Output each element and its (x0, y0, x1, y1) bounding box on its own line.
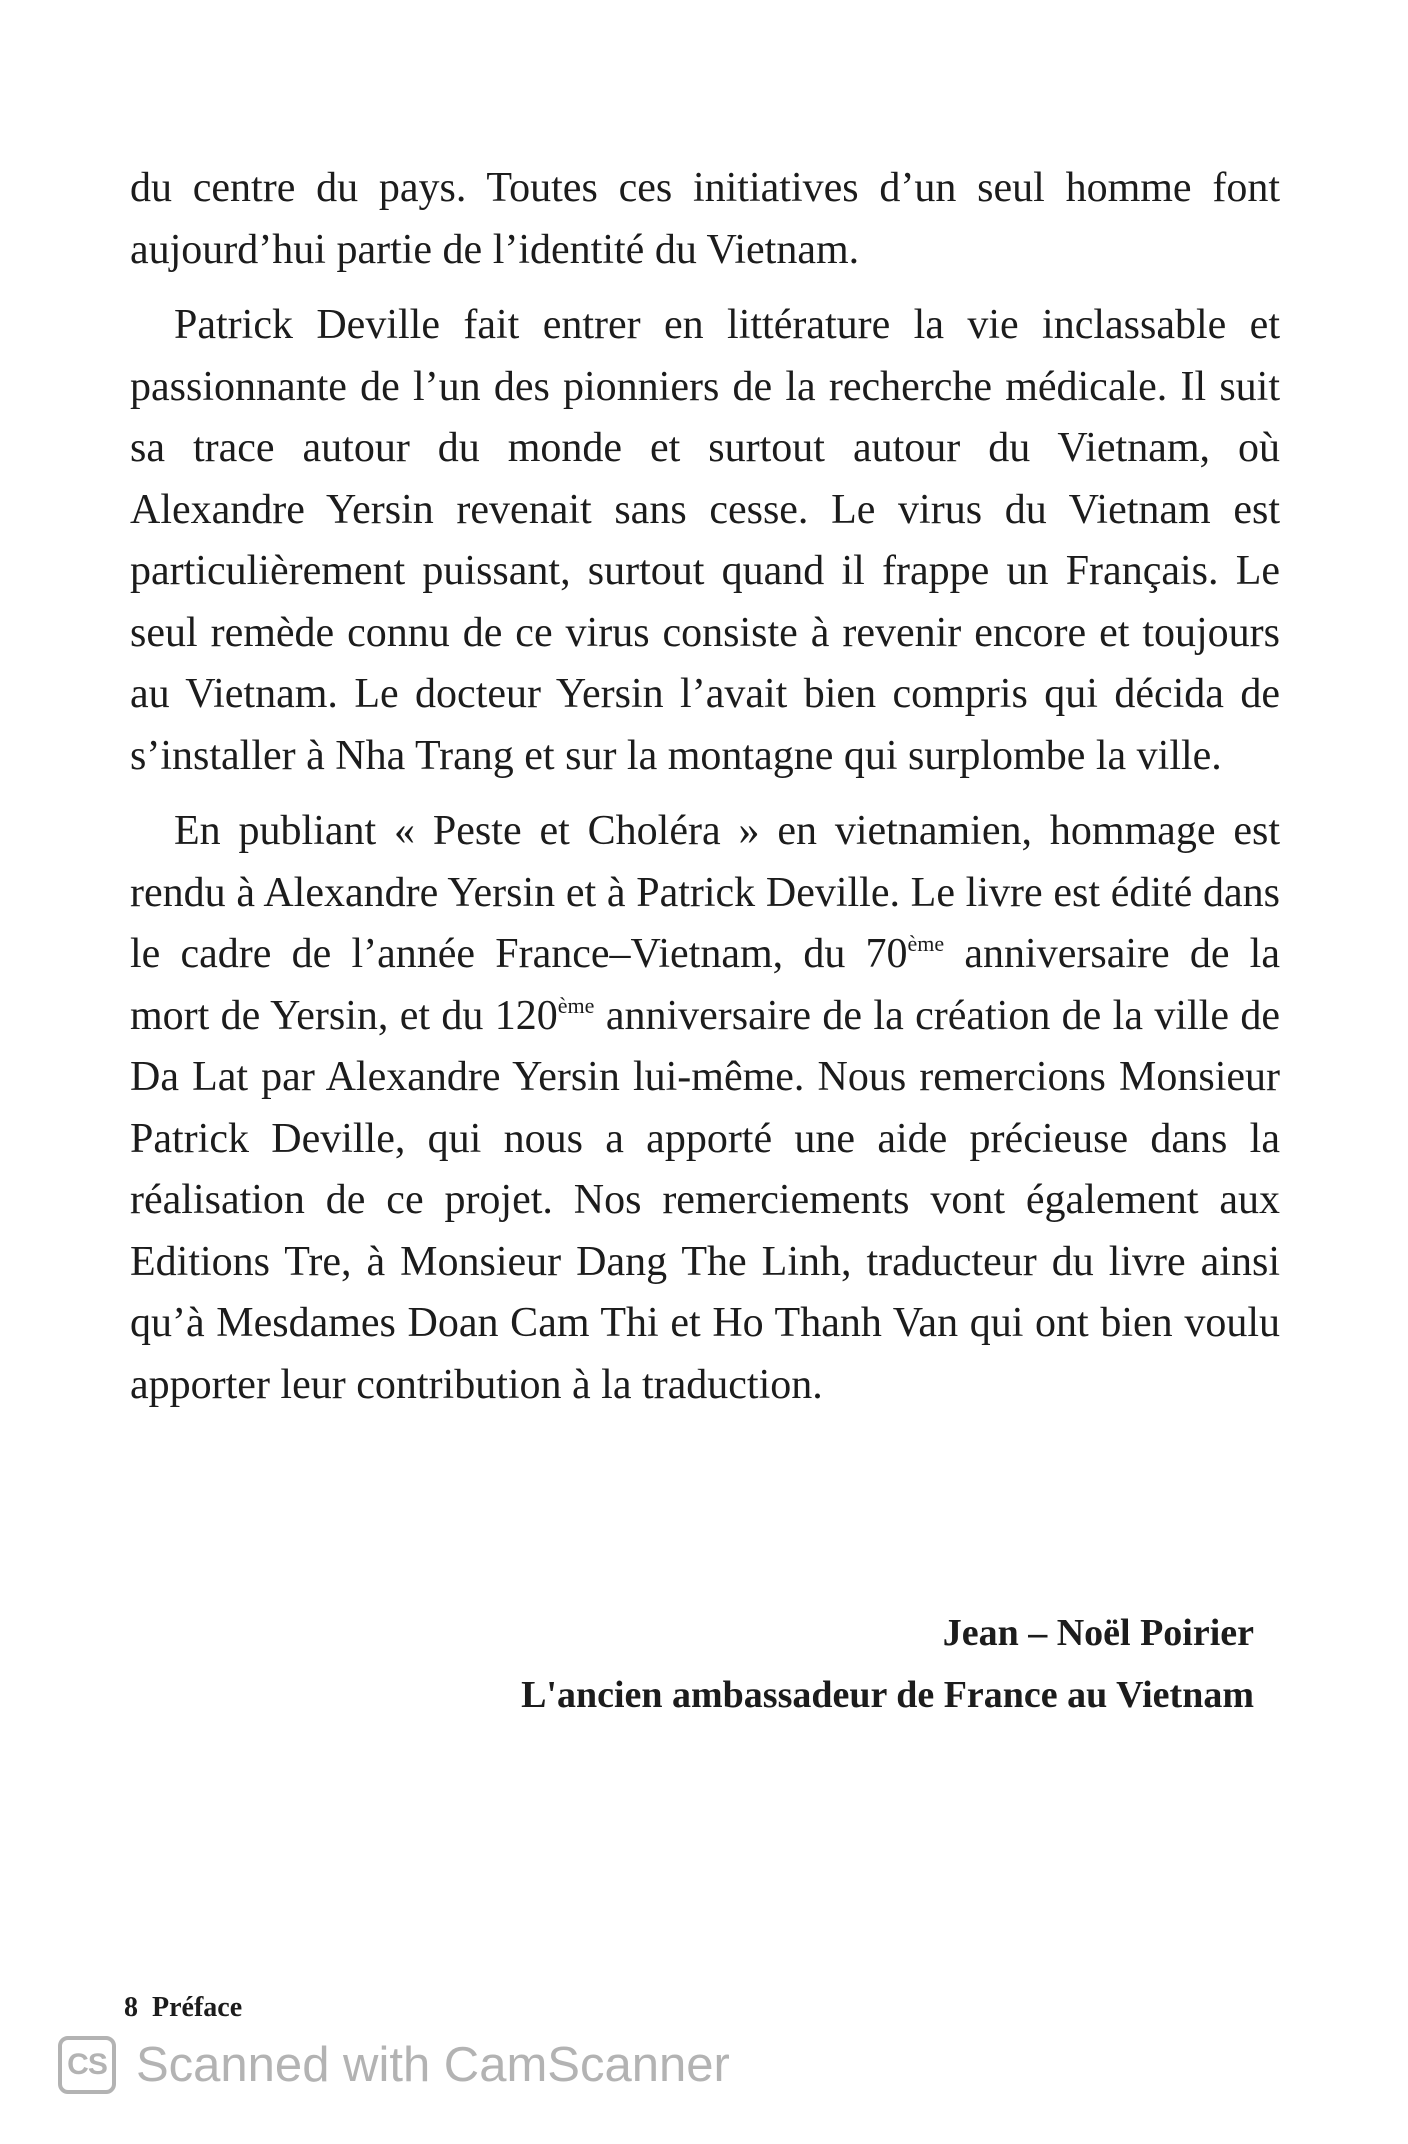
paragraph-3 (130, 801, 1280, 1416)
ordinal-suffix-70: ème (907, 931, 945, 956)
ordinal-suffix-120: ème (557, 992, 595, 1018)
preface-body (130, 158, 1280, 1430)
page-number: 8 (124, 1992, 138, 2023)
paragraph-3-part-a: En publiant « Peste et Choléra » en vietnamien, hommage est rendu à Alexandre Yersin et à Patrick Deville. Le livre est édité dans le cadre de l’année France–Vietnam, du 70 (130, 808, 1280, 977)
paragraph-1: du centre du pays. Toutes ces initiatives d’un seul homme font aujourd’hui partie de l’identité du Vietnam. (130, 165, 1280, 273)
camscanner-logo-icon: CS (58, 2036, 116, 2094)
signature-title: L'ancien ambassadeur de France au Vietnam (521, 1674, 1254, 1716)
signature-name: Jean – Noël Poirier (942, 1612, 1254, 1654)
camscanner-watermark (58, 2036, 730, 2094)
section-title: Préface (152, 1992, 243, 2023)
paragraph-2: Patrick Deville fait entrer en littérature la vie inclassable et passionnante de l’un des pionniers de la recherche médicale. Il suit sa trace autour du monde et surtout autour du Vietnam, où Alexandre Yersin revenait sans cesse. Le virus du Vietnam est particulièrement puissant, surtout quand il frappe un Français. Le seul remède connu de ce virus consiste à revenir encore et toujours au Vietnam. Le docteur Yersin l’avait bien compris qui décida de s’installer à Nha Trang et sur la montagne qui surplombe la ville. (130, 302, 1280, 779)
signature-block (521, 1602, 1254, 1726)
paragraph-3-part-b: anniversaire de la mort de Yersin, et du 120 (130, 931, 1280, 1039)
paragraph-3-part-c: anniversaire de la création de la ville de Da Lat par Alexandre Yersin lui-même. Nous remercions Monsieur Patrick Deville, qui nous a apporté une aide précieuse dans la réalisation de ce projet. Nos remerciements vont également aux Editions Tre, à Monsieur Dang The Linh, traducteur du livre ainsi qu’à Mesdames Doan Cam Thi et Ho Thanh Van qui ont bien voulu apporter leur contribution à la traduction. (130, 992, 1280, 1408)
watermark-text: Scanned with CamScanner (136, 2038, 730, 2092)
page-footer (124, 1992, 242, 2024)
